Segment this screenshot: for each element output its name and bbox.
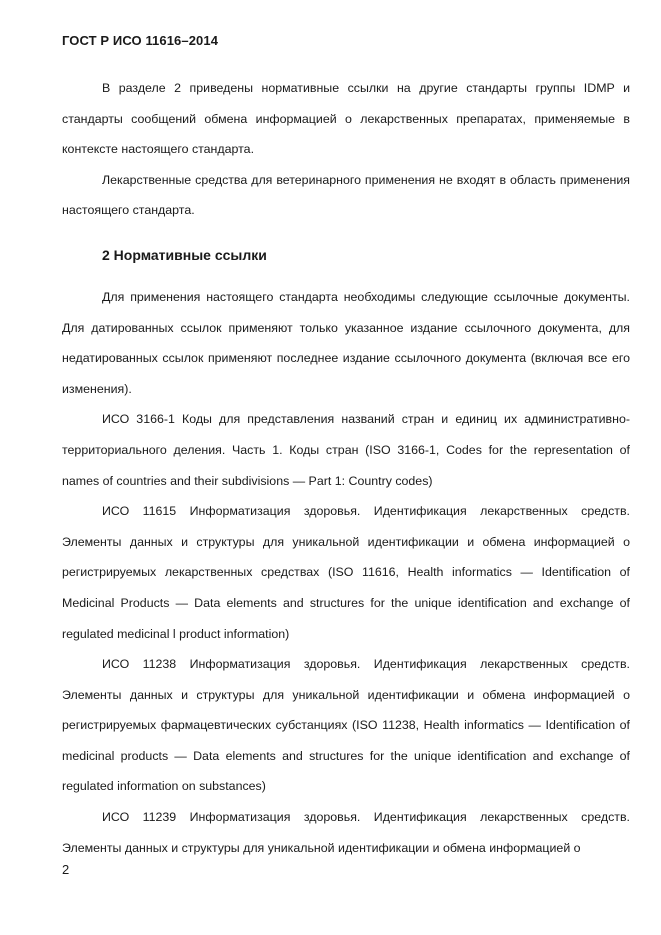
reference-iso-11615: ИСО 11615 Информатизация здоровья. Идентификация лекарственных средств. Элементы данных и структуры для уникальной идентификации и обмена информацией о регистрируемых лекарственных средствах (ISO 11616, Health informatics — Identification of Medicinal Products — Data elements and structures for the unique identification and exchange of regulated medicinal l product information) [62, 504, 630, 641]
document-header: ГОСТ Р ИСО 11616–2014 [62, 33, 219, 48]
reference-iso-3166-1: ИСО 3166-1 Коды для представления названий стран и единиц их административно-территориального деления. Часть 1. Коды стран (ISO 3166-1, Codes for the representation of names of countries and their subdivisions — Part 1: Country codes) [62, 412, 630, 488]
intro-paragraph: В разделе 2 приведены нормативные ссылки на другие стандарты группы IDMP и стандарты сообщений обмена информацией о лекарственных препаратах, применяемые в контексте настоящего стандарта. [62, 81, 630, 157]
body-text [62, 73, 630, 863]
section-heading: 2 Нормативные ссылки [102, 246, 267, 263]
page-number: 2 [62, 862, 70, 877]
reference-iso-11239: ИСО 11239 Информатизация здоровья. Идентификация лекарственных средств. Элементы данных и структуры для уникальной идентификации и обмена информацией о [62, 810, 630, 855]
section-paragraph: Для применения настоящего стандарта необходимы следующие ссылочные документы. Для датированных ссылок применяют только указанное издание ссылочного документа, для недатированных ссылок применяют последнее издание ссылочного документа (включая все его изменения). [62, 289, 630, 396]
reference-iso-11238: ИСО 11238 Информатизация здоровья. Идентификация лекарственных средств. Элементы данных и структуры для уникальной идентификации и обмена информацией о регистрируемых фармацевтических субстанциях (ISO 11238, Health informatics — Identification of medicinal products — Data elements and structures for the unique identification and exchange of regulated information on substances) [62, 657, 630, 794]
intro-paragraph: Лекарственные средства для ветеринарного применения не входят в область применения настоящего стандарта. [62, 172, 630, 218]
